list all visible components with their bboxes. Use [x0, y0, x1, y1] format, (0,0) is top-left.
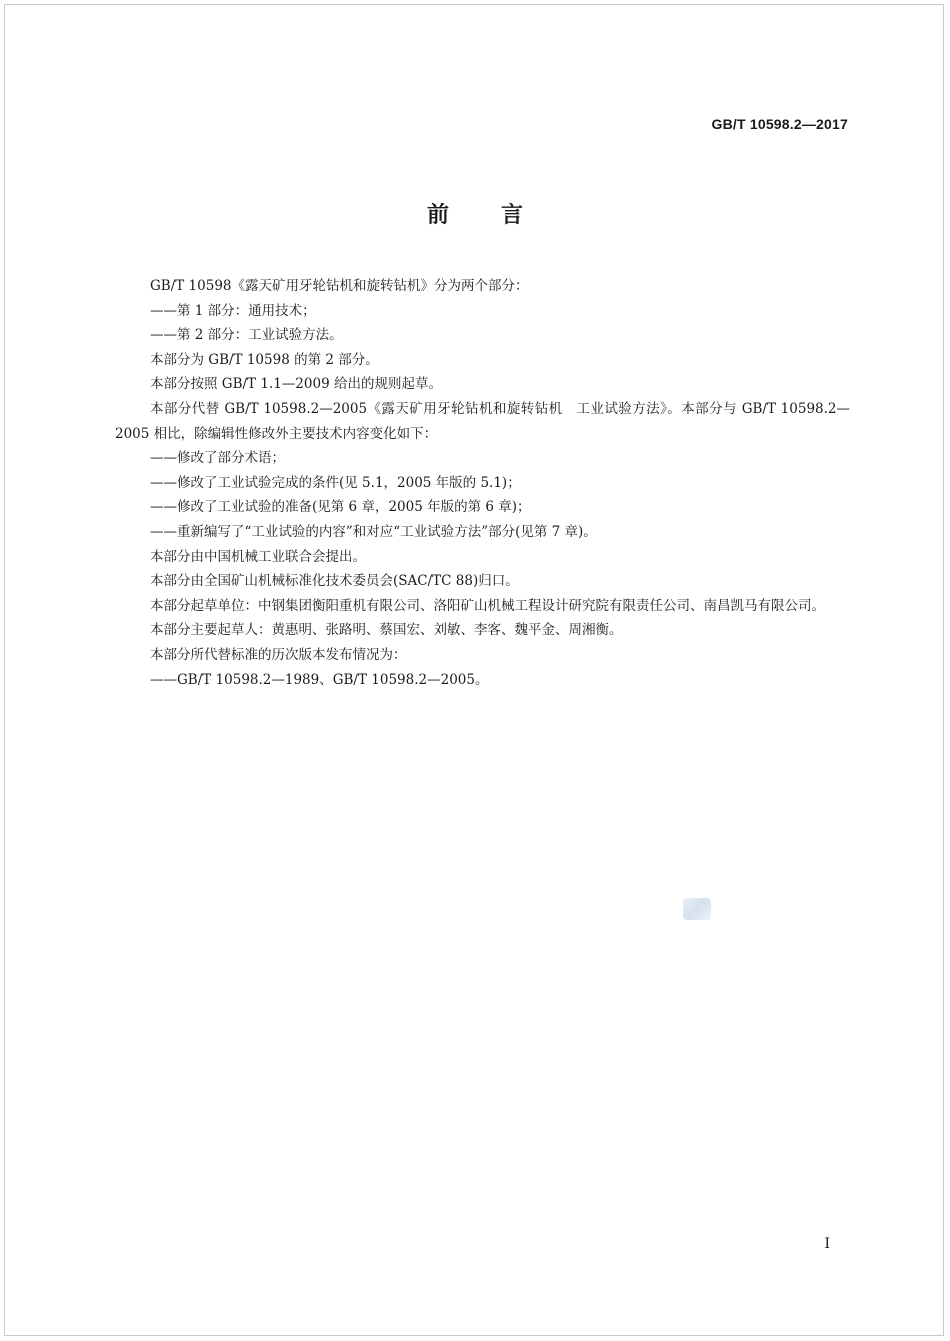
list-item: ——修改了工业试验的准备(见第 6 章，2005 年版的第 6 章)；	[150, 499, 531, 516]
paragraph: 本部分主要起草人：黄惠明、张路明、蔡国宏、刘敏、李客、魏平金、周湘衡。	[150, 622, 623, 639]
paragraph: GB/T 10598《露天矿用牙轮钻机和旋转钻机》分为两个部分：	[150, 278, 529, 294]
paragraph: 本部分代替 GB/T 10598.2—2005《露天矿用牙轮钻机和旋转钻机 工业试验方法》。本部分与 GB/T 10598.2—2005 相比，除编辑性修改外主要技术内容变化如下：	[115, 400, 850, 442]
list-item: ——GB/T 10598.2—1989、GB/T 10598.2—2005。	[150, 671, 489, 688]
page-title: 前言	[426, 203, 575, 228]
paragraph: 本部分由中国机械工业联合会提出。	[150, 548, 366, 565]
paragraph: 本部分所代替标准的历次版本发布情况为：	[150, 646, 407, 663]
watermark-mark	[683, 898, 711, 920]
list-item: ——修改了部分术语；	[150, 450, 285, 467]
paragraph: 本部分为 GB/T 10598 的第 2 部分。	[150, 351, 379, 368]
list-item: ——重新编写了“工业试验的内容”和对应“工业试验方法”部分(见第 7 章)。	[150, 523, 597, 540]
paragraph: 本部分由全国矿山机械标准化技术委员会(SAC/TC 88)归口。	[150, 573, 519, 590]
page-number: I	[824, 1236, 830, 1252]
list-item: ——修改了工业试验完成的条件(见 5.1，2005 年版的 5.1)；	[150, 474, 521, 491]
paragraph: 本部分按照 GB/T 1.1—2009 给出的规则起草。	[150, 376, 442, 393]
foreword-body	[115, 274, 850, 692]
paragraph: 本部分起草单位：中钢集团衡阳重机有限公司、洛阳矿山机械工程设计研究院有限责任公司、南昌凯马有限公司。	[150, 597, 825, 614]
list-item: ——第 1 部分：通用技术；	[150, 302, 316, 319]
standard-code: GB/T 10598.2—2017	[711, 116, 848, 132]
list-item: ——第 2 部分：工业试验方法。	[150, 327, 343, 344]
